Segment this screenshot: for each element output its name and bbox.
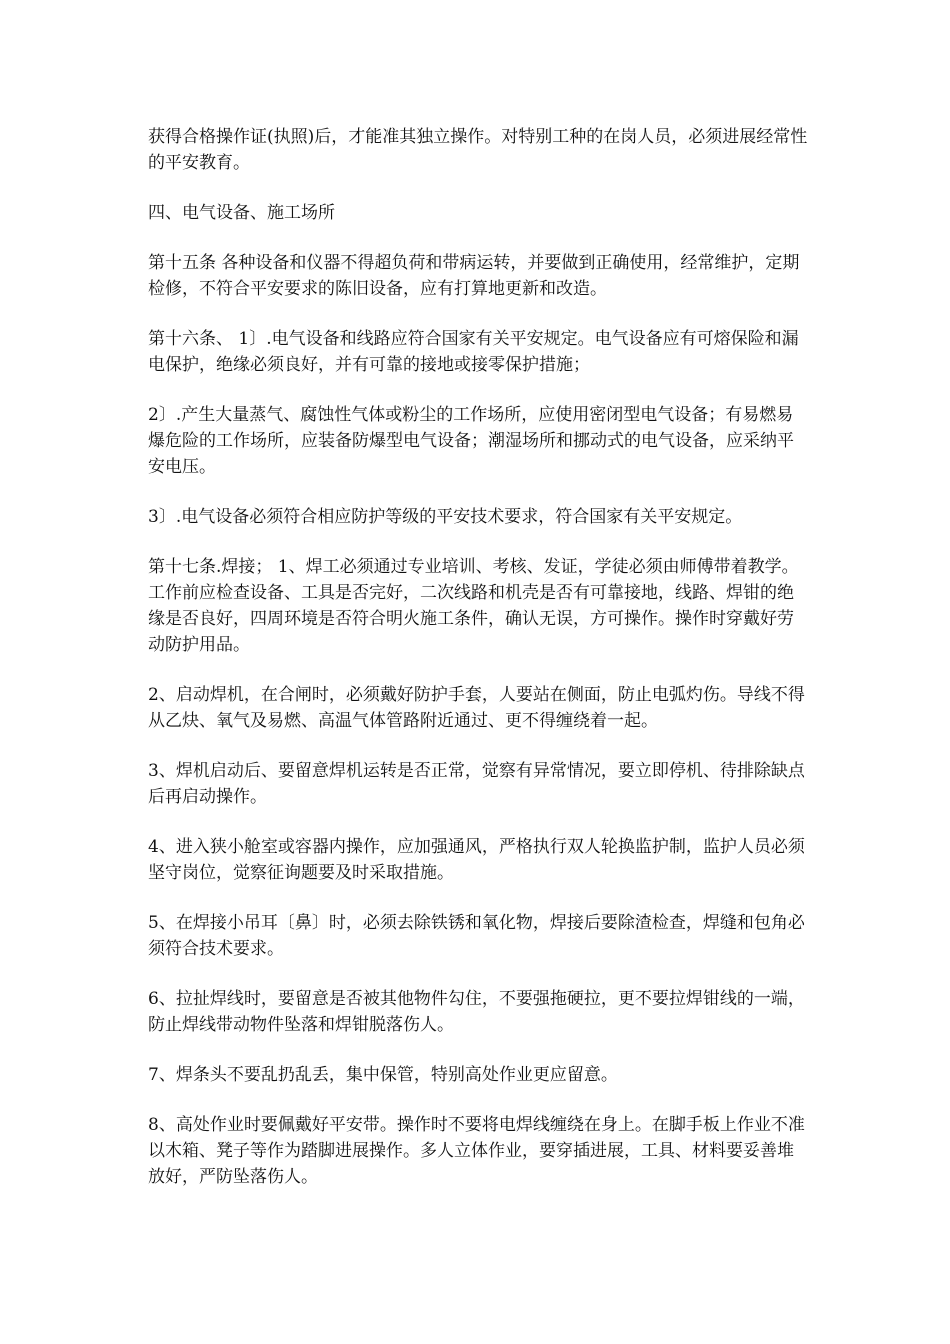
paragraph-welding-item-5: 5、在焊接小吊耳〔鼻〕时，必须去除铁锈和氧化物，焊接后要除渣检查，焊缝和包角必须符合技术要求。	[148, 913, 805, 959]
paragraph-welding-item-8: 8、高处作业时要佩戴好平安带。操作时不要将电焊线缠绕在身上。在脚手板上作业不准以木箱、凳子等作为踏脚进展操作。多人立体作业，要穿插进展，工具、材料要妥善堆放好，严防坠落伤人。	[148, 1115, 805, 1187]
document-body	[148, 124, 808, 1214]
paragraph-welding-item-6: 6、拉扯焊线时，要留意是否被其他物件勾住，不要强拖硬拉，更不要拉焊钳线的一端，防止焊线带动物件坠落和焊钳脱落伤人。	[148, 989, 805, 1035]
paragraph-welding-item-4: 4、进入狭小舱室或容器内操作，应加强通风，严格执行双人轮换监护制，监护人员必须坚守岗位，觉察征询题要及时采取措施。	[148, 837, 805, 883]
paragraph-welding-item-7: 7、焊条头不要乱扔乱丢，集中保管，特别高处作业更应留意。	[148, 1065, 618, 1085]
paragraph-article-17-item-1: 第十七条.焊接； 1、焊工必须通过专业培训、考核、发证，学徒必须由师傅带着教学。工作前应检查设备、工具是否完好，二次线路和机壳是否有可靠接地，线路、焊钳的绝缘是否良好，四周环境是否符合明火施工条件，确认无误，方可操作。操作时穿戴好劳动防护用品。	[148, 557, 799, 655]
paragraph-article-16-item-3: 3〕.电气设备必须符合相应防护等级的平安技术要求，符合国家有关平安规定。	[148, 507, 743, 527]
paragraph-article-16-item-2: 2〕.产生大量蒸气、腐蚀性气体或粉尘的工作场所，应使用密闭型电气设备；有易燃易爆危险的工作场所，应装备防爆型电气设备；潮湿场所和挪动式的电气设备，应采纳平安电压。	[148, 405, 794, 477]
paragraph-welding-item-3: 3、焊机启动后、要留意焊机运转是否正常，觉察有异常情况，要立即停机、待排除缺点后再启动操作。	[148, 761, 805, 807]
section-heading-electrical: 四、电气设备、施工场所	[148, 203, 335, 223]
paragraph-article-16-item-1: 第十六条、 1〕.电气设备和线路应符合国家有关平安规定。电气设备应有可熔保险和漏电保护，绝缘必须良好，并有可靠的接地或接零保护措施；	[148, 329, 799, 375]
paragraph-article-15: 第十五条 各种设备和仪器不得超负荷和带病运转，并要做到正确使用，经常维护，定期检修，不符合平安要求的陈旧设备，应有打算地更新和改造。	[148, 253, 800, 299]
paragraph-welding-item-2: 2、启动焊机，在合闸时，必须戴好防护手套，人要站在侧面，防止电弧灼伤。导线不得从乙炔、氧气及易燃、高温气体管路附近通过、更不得缠绕着一起。	[148, 685, 805, 731]
paragraph-operating-license: 获得合格操作证(执照)后，才能准其独立操作。对特别工种的在岗人员，必须进展经常性的平安教育。	[148, 127, 808, 173]
